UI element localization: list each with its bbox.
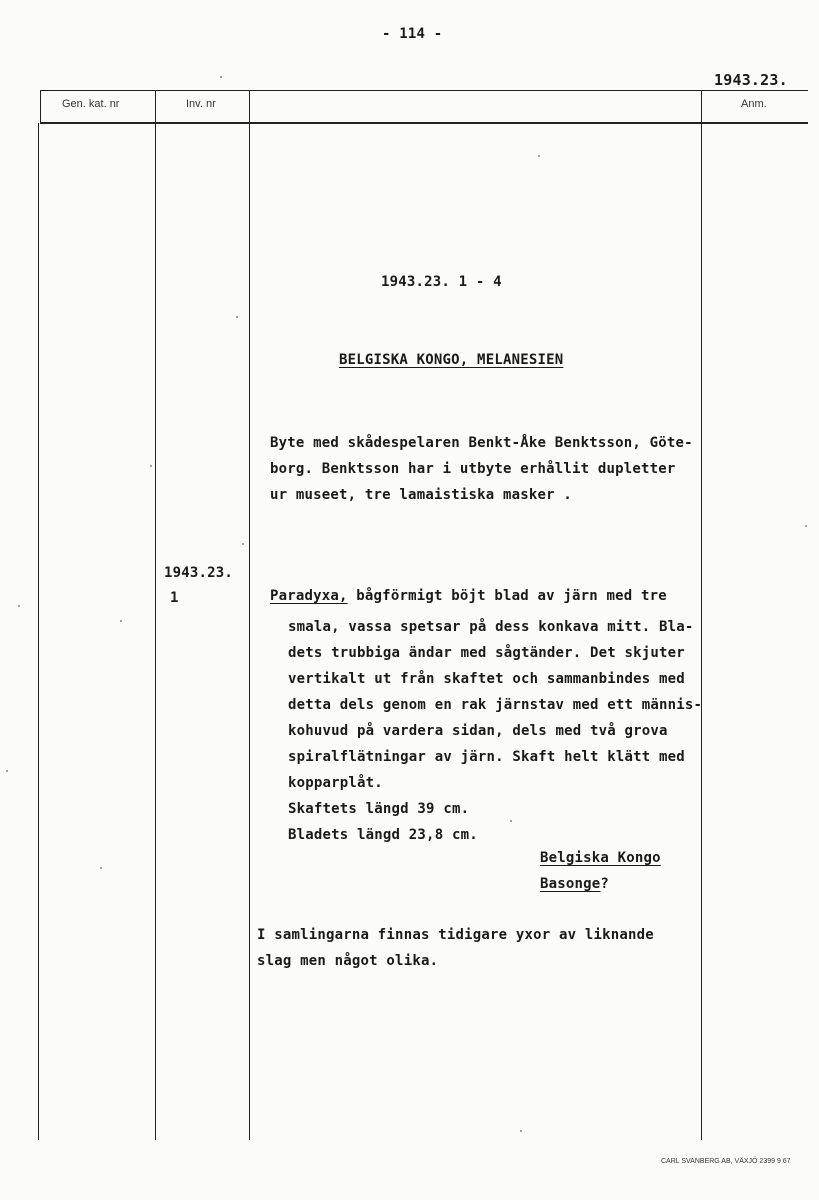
entry-line: spiralflätningar av järn. Skaft helt klätt med [288, 749, 685, 765]
printer-footer: CARL SVANBERG AB, VÄXJÖ 2399 9 67 [661, 1158, 791, 1165]
scan-speck [100, 867, 102, 869]
column-header-inv-nr: Inv. nr [186, 98, 216, 110]
intro-line: borg. Benktsson har i utbyte erhållit dupletter [270, 461, 676, 477]
entry-first-line-text: bågförmigt böjt blad av järn med tre [347, 588, 667, 604]
gen-kat-column-rule [155, 90, 156, 1140]
entry-line: kopparplåt. [288, 775, 383, 791]
column-header-anm: Anm. [741, 98, 767, 110]
object-name: Paradyxa, [270, 588, 348, 604]
entry-line: dets trubbiga ändar med sågtänder. Det skjuter [288, 645, 685, 661]
note-line: slag men något olika. [257, 953, 439, 969]
section-region: BELGISKA KONGO, MELANESIEN [339, 352, 564, 368]
origin-people-line [540, 876, 609, 892]
scan-speck [520, 1130, 522, 1132]
scan-speck [18, 605, 20, 607]
scan-speck [242, 543, 244, 545]
origin-uncertain-mark: ? [600, 876, 610, 892]
scan-speck [538, 155, 540, 157]
scan-speck [6, 770, 8, 772]
scan-speck [805, 525, 807, 527]
entry-description [288, 614, 702, 848]
entry-inv-nr: 1943.23. [164, 565, 234, 581]
entry-line: smala, vassa spetsar på dess konkava mitt. Bla- [288, 619, 694, 635]
note-line: I samlingarna finnas tidigare yxor av liknande [257, 927, 654, 943]
scan-speck [220, 76, 222, 78]
left-column-rule [38, 123, 39, 1140]
intro-line: ur museet, tre lamaistiska masker . [270, 487, 573, 503]
entry-item-number: 1 [170, 590, 179, 606]
scan-speck [150, 465, 152, 467]
section-title: 1943.23. 1 - 4 [381, 274, 502, 290]
entry-line: vertikalt ut från skaftet och sammanbindes med [288, 671, 685, 687]
page-number: - 114 - [382, 26, 443, 42]
intro-paragraph [270, 430, 693, 508]
scan-speck [510, 820, 512, 822]
entry-first-line [270, 588, 667, 604]
scan-speck [236, 316, 238, 318]
closing-note [257, 922, 654, 974]
origin-country: Belgiska Kongo [540, 850, 661, 866]
intro-line: Byte med skådespelaren Benkt-Åke Benktsson, Göte- [270, 435, 693, 451]
entry-line: detta dels genom en rak järnstav med ett männis- [288, 697, 703, 713]
scan-speck [120, 620, 122, 622]
entry-line: kohuvud på vardera sidan, dels med två grova [288, 723, 668, 739]
column-header-gen-kat-nr: Gen. kat. nr [62, 98, 120, 110]
header-accession-code: 1943.23. [714, 71, 788, 89]
entry-line: Bladets längd 23,8 cm. [288, 827, 478, 843]
left-border [40, 90, 41, 123]
entry-line: Skaftets längd 39 cm. [288, 801, 470, 817]
inv-column-rule [249, 90, 250, 1140]
origin-people: Basonge [540, 876, 601, 892]
